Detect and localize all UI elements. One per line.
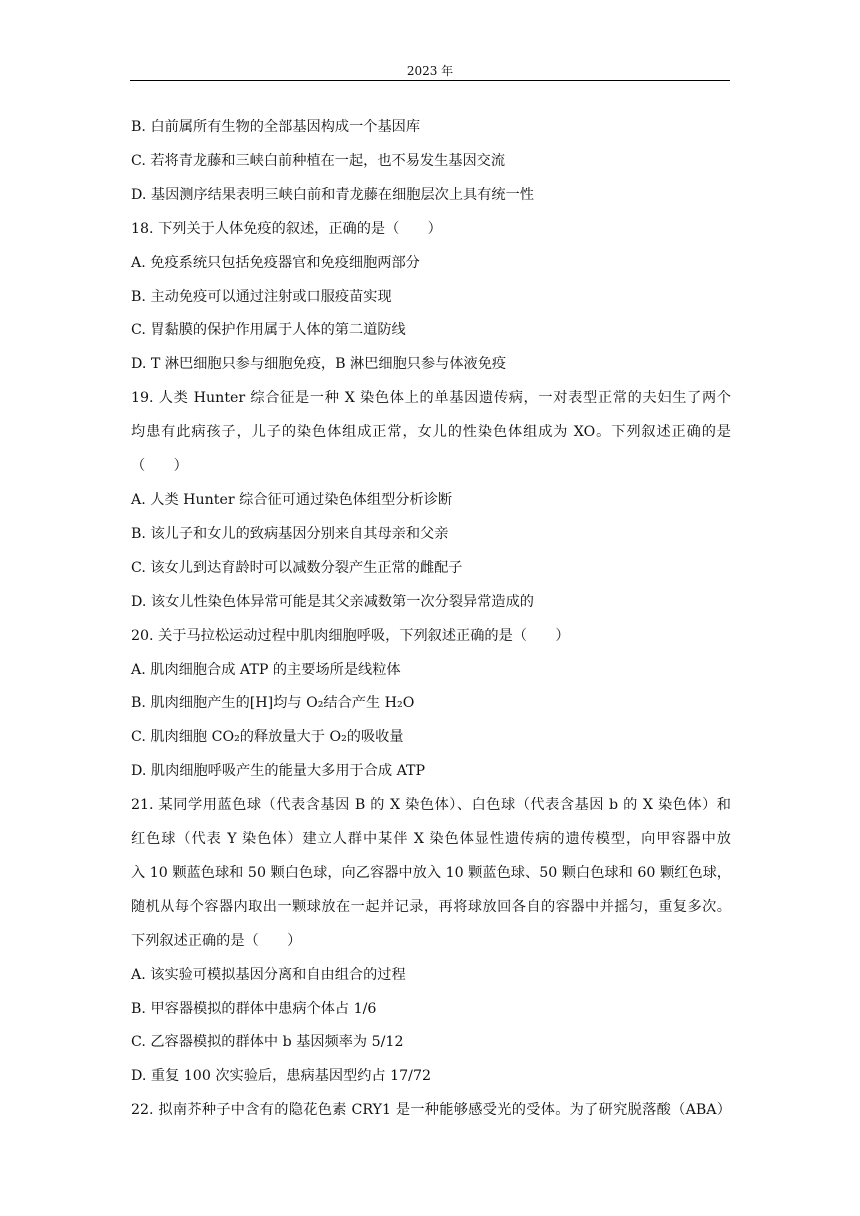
option-18d: D. T 淋巴细胞只参与细胞免疫，B 淋巴细胞只参与体液免疫 [131, 356, 507, 373]
question-19-line-2: 均患有此病孩子，儿子的染色体组成正常，女儿的性染色体组成为 XO。下列叙述正确的是 [131, 424, 731, 441]
header-rule [130, 80, 730, 81]
option-18b: B. 主动免疫可以通过注射或口服疫苗实现 [131, 288, 392, 305]
option-20a: A. 肌肉细胞合成 ATP 的主要场所是线粒体 [131, 661, 401, 678]
option-19b: B. 该儿子和女儿的致病基因分别来自其母亲和父亲 [131, 525, 449, 542]
question-19-line-1: 19. 人类 Hunter 综合征是一种 X 染色体上的单基因遗传病，一对表型正常的夫妇生了两个 [131, 390, 731, 407]
option-20b: B. 肌肉细胞产生的[H]均与 O₂结合产生 H₂O [131, 695, 415, 712]
option-21a: A. 该实验可模拟基因分离和自由组合的过程 [131, 966, 406, 983]
question-21-line-5: 下列叙述正确的是（ ） [131, 932, 302, 949]
option-18a: A. 免疫系统只包括免疫器官和免疫细胞两部分 [131, 254, 420, 271]
question-21-line-4: 随机从每个容器内取出一颗球放在一起并记录，再将球放回各自的容器中并摇匀，重复多次。 [131, 898, 731, 915]
option-17d: D. 基因测序结果表明三峡白前和青龙藤在细胞层次上具有统一性 [131, 186, 534, 203]
question-22-line-1: 22. 拟南芥种子中含有的隐花色素 CRY1 是一种能够感受光的受体。为了研究脱落酸（ABA） [131, 1102, 731, 1119]
question-content [131, 111, 731, 1128]
question-21-line-1: 21. 某同学用蓝色球（代表含基因 B 的 X 染色体）、白色球（代表含基因 b 的 X 染色体）和 [131, 797, 731, 814]
question-21-line-2: 红色球（代表 Y 染色体）建立人群中某伴 X 染色体显性遗传病的遗传模型，向甲容器中放 [131, 831, 731, 848]
option-18c: C. 胃黏膜的保护作用属于人体的第二道防线 [131, 322, 406, 339]
option-20c: C. 肌肉细胞 CO₂的释放量大于 O₂的吸收量 [131, 729, 404, 746]
question-20: 20. 关于马拉松运动过程中肌肉细胞呼吸，下列叙述正确的是（ ） [131, 627, 570, 644]
option-21c: C. 乙容器模拟的群体中 b 基因频率为 5/12 [131, 1034, 404, 1051]
option-19a: A. 人类 Hunter 综合征可通过染色体组型分析诊断 [131, 491, 453, 508]
question-18: 18. 下列关于人体免疫的叙述，正确的是（ ） [131, 220, 442, 237]
page-header-year: 2023 年 [406, 64, 454, 78]
question-19-line-3: （ ） [131, 458, 188, 475]
question-21-line-3: 入 10 颗蓝色球和 50 颗白色球，向乙容器中放入 10 颗蓝色球、50 颗白色球和 60 颗红色球， [131, 864, 731, 881]
option-19d: D. 该女儿性染色体异常可能是其父亲减数第一次分裂异常造成的 [131, 593, 534, 610]
option-20d: D. 肌肉细胞呼吸产生的能量大多用于合成 ATP [131, 763, 426, 780]
option-17c: C. 若将青龙藤和三峡白前种植在一起，也不易发生基因交流 [131, 152, 506, 169]
option-17b: B. 白前属所有生物的全部基因构成一个基因库 [131, 119, 421, 135]
option-19c: C. 该女儿到达育龄时可以减数分裂产生正常的雌配子 [131, 559, 463, 576]
option-21b: B. 甲容器模拟的群体中患病个体占 1/6 [131, 1000, 377, 1017]
option-21d: D. 重复 100 次实验后，患病基因型约占 17/72 [131, 1068, 432, 1085]
